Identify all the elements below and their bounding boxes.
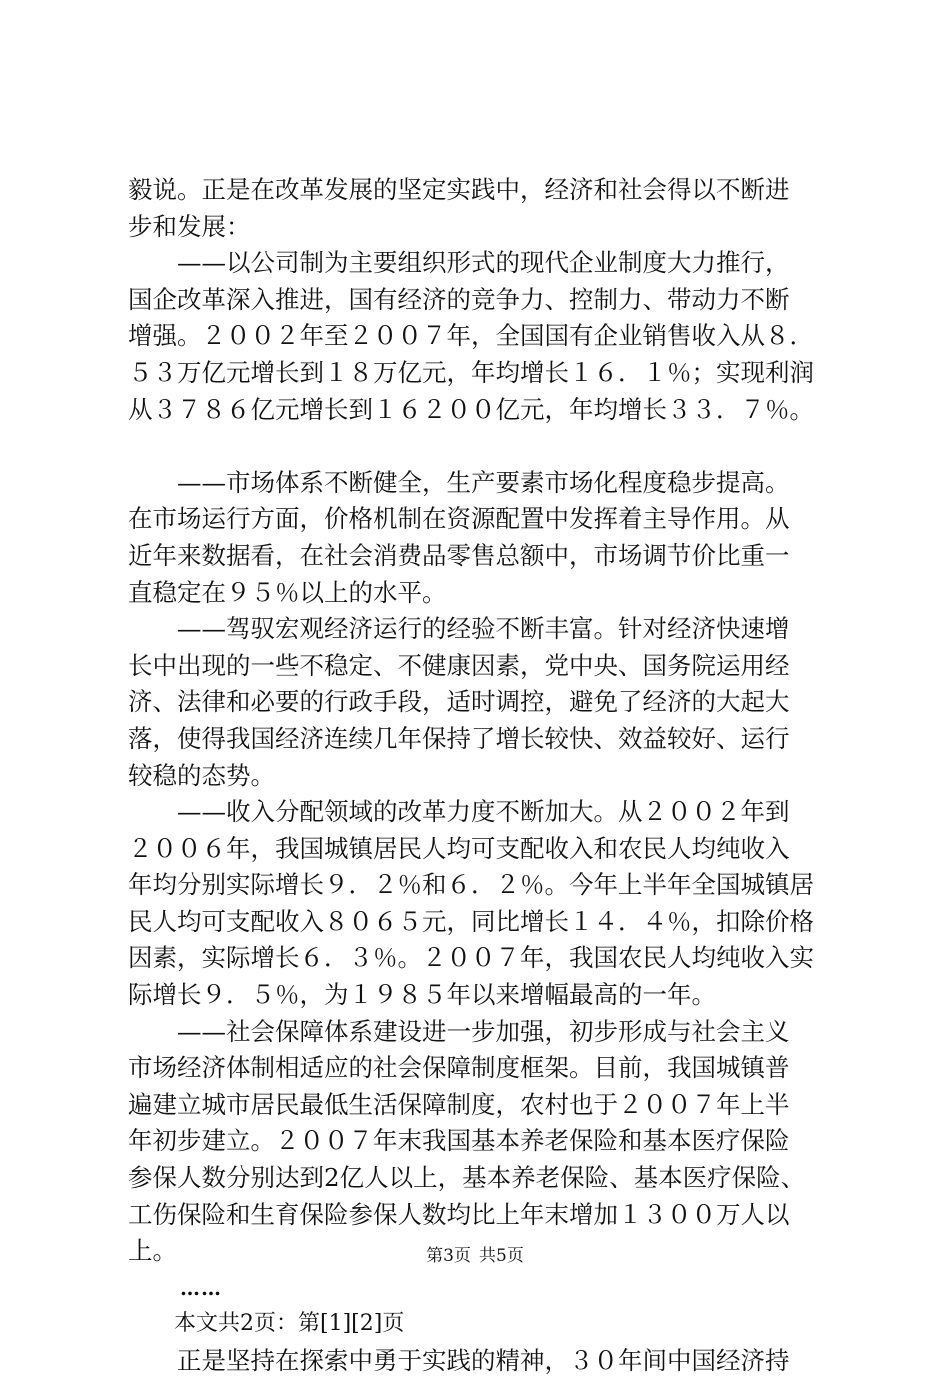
text-line: ２００６年，我国城镇居民人均可支配收入和农民人均纯收入 [128, 833, 790, 863]
text-line: 国企改革深入推进，国有经济的竞争力、控制力、带动力不断 [128, 284, 790, 314]
paragraph-start: ——社会保障体系建设进一步加强，初步形成与社会主义 [177, 1016, 790, 1046]
pagination-suffix: 页 [382, 1311, 405, 1337]
text-line: 在市场运行方面，价格机制在资源配置中发挥着主导作用。从 [128, 504, 790, 534]
paragraph-start: ——收入分配领域的改革力度不断加大。从２００２年到 [177, 797, 790, 827]
pagination-prefix: 本文共2页：第 [174, 1311, 320, 1337]
text-line: 遍建立城市居民最低生活保障制度，农村也于２００７年上半 [128, 1089, 790, 1119]
text-line: 济、法律和必要的行政手段，适时调控，避免了经济的大起大 [128, 687, 790, 717]
paragraph-start: ——以公司制为主要组织形式的现代企业制度大力推行， [177, 248, 790, 278]
text-line: 年均分别实际增长９．２％和６．２％。今年上半年全国城镇居 [128, 870, 814, 900]
page-link-1[interactable]: [1] [320, 1311, 352, 1337]
page-link-2[interactable]: [2] [351, 1311, 383, 1337]
text-line: 落，使得我国经济连续几年保持了增长较快、效益较好、运行 [128, 723, 790, 753]
text-line: 际增长９．５％，为１９８５年以来增幅最高的一年。 [128, 980, 716, 1010]
text-line: 民人均可支配收入８０６５元，同比增长１４．４％，扣除价格 [128, 906, 814, 936]
page-footer [0, 1244, 950, 1268]
paragraph-start: 正是坚持在探索中勇于实践的精神，３０年间中国经济持 [177, 1346, 790, 1375]
text-line: 年初步建立。２００７年末我国基本养老保险和基本医疗保险 [128, 1126, 790, 1156]
paragraph-start: ——驾驭宏观经济运行的经验不断丰富。针对经济快速增 [177, 614, 790, 644]
text-line: ５３万亿元增长到１８万亿元，年均增长１６．１％；实现利润 [128, 357, 814, 387]
pagination-nav [128, 1306, 840, 1343]
page-total: 共5页 [479, 1246, 524, 1266]
text-line: 因素，实际增长６．３％。２００７年，我国农民人均纯收入实 [128, 943, 814, 973]
text-line: 市场经济体制相适应的社会保障制度框架。目前，我国城镇普 [128, 1053, 790, 1083]
text-line: 上。 [128, 1236, 177, 1266]
text-line: 从３７８６亿元增长到１６２００亿元，年均增长３３．７％。 [128, 394, 814, 424]
page-number: 第3页 [426, 1246, 471, 1266]
document-body [128, 172, 840, 1380]
text-line: 工伤保险和生育保险参保人数均比上年末增加１３００万人以 [128, 1199, 790, 1229]
paragraph-start: ——市场体系不断健全，生产要素市场化程度稳步提高。 [177, 467, 790, 497]
text-line: 步和发展： [128, 211, 251, 241]
text-line: 长中出现的一些不稳定、不健康因素，党中央、国务院运用经 [128, 650, 790, 680]
text-line: 近年来数据看，在社会消费品零售总额中，市场调节价比重一 [128, 540, 790, 570]
text-line: 参保人数分别达到2亿人以上，基本养老保险、基本医疗保险、 [128, 1163, 806, 1193]
text-line: 毅说。正是在改革发展的坚定实践中，经济和社会得以不断进 [128, 175, 790, 204]
text-line: 增强。２００２年至２００７年，全国国有企业销售收入从８． [128, 321, 814, 351]
ellipsis: …… [180, 1275, 222, 1300]
text-line: 直稳定在９５％以上的水平。 [128, 577, 447, 607]
blank-line [128, 428, 840, 465]
text-line: 较稳的态势。 [128, 760, 275, 790]
